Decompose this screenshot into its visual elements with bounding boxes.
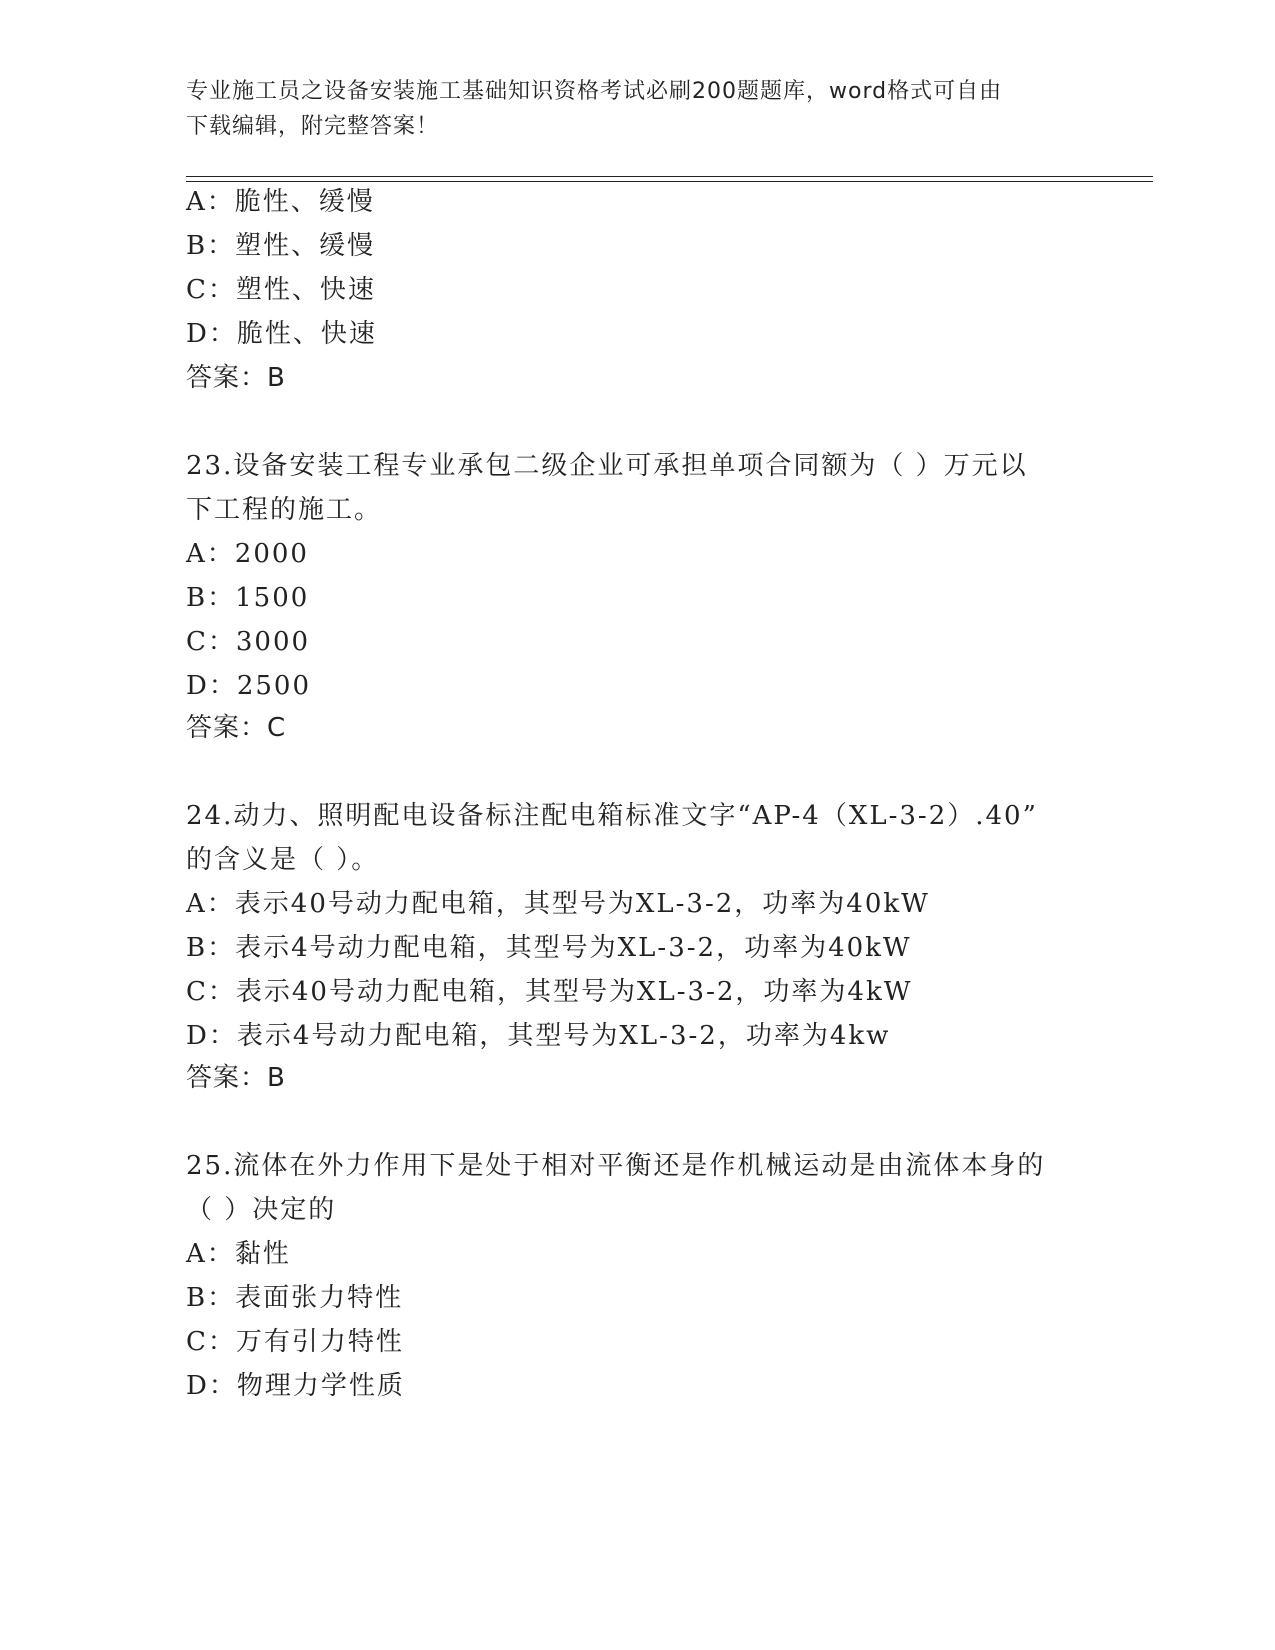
header-divider-bottom — [186, 181, 1153, 182]
q25-option-b: B：表面张力特性 — [186, 1283, 404, 1313]
q24-option-a: A：表示40号动力配电箱，其型号为XL-3-2，功率为40kW — [186, 889, 930, 919]
q22-option-b: B：塑性、缓慢 — [186, 231, 376, 261]
q23-option-d: D：2500 — [186, 671, 312, 701]
q25-option-a: A：黏性 — [186, 1239, 291, 1269]
q25-stem-line-2: （ ）决定的 — [186, 1195, 337, 1225]
q23-option-b: B：1500 — [186, 583, 310, 613]
q23-option-a: A：2000 — [186, 539, 309, 569]
q22-option-d: D：脆性、快速 — [186, 319, 377, 349]
q24-option-c: C：表示40号动力配电箱，其型号为XL-3-2，功率为4kW — [186, 977, 913, 1007]
header-line-2: 下载编辑，附完整答案！ — [186, 114, 440, 139]
q24-option-b: B：表示4号动力配电箱，其型号为XL-3-2，功率为40kW — [186, 933, 912, 963]
q25-option-d: D：物理力学性质 — [186, 1371, 405, 1401]
q25-stem-line-1: 25.流体在外力作用下是处于相对平衡还是作机械运动是由流体本身的 — [186, 1151, 1046, 1181]
q22-option-c: C：塑性、快速 — [186, 275, 376, 305]
q22-answer: 答案：B — [186, 363, 286, 393]
header-divider-top — [186, 176, 1153, 177]
q23-stem-line-2: 下工程的施工。 — [186, 495, 383, 525]
q24-option-d: D：表示4号动力配电箱，其型号为XL-3-2，功率为4kw — [186, 1021, 891, 1051]
q24-answer: 答案：B — [186, 1063, 286, 1093]
q24-stem-line-2: 的含义是（ ）。 — [186, 845, 380, 875]
q22-option-a: A：脆性、缓慢 — [186, 187, 375, 217]
header-line-1: 专业施工员之设备安装施工基础知识资格考试必刷200题题库，word格式可自由 — [186, 79, 1003, 104]
document-header — [186, 74, 1066, 144]
q23-answer: 答案：C — [186, 713, 287, 743]
q24-stem-line-1: 24.动力、照明配电设备标注配电箱标准文字“AP-4（XL-3-2）.40” — [186, 801, 1038, 831]
q25-option-c: C：万有引力特性 — [186, 1327, 404, 1357]
q23-stem-line-1: 23.设备安装工程专业承包二级企业可承担单项合同额为（ ）万元以 — [186, 451, 1028, 481]
q23-option-c: C：3000 — [186, 627, 311, 657]
